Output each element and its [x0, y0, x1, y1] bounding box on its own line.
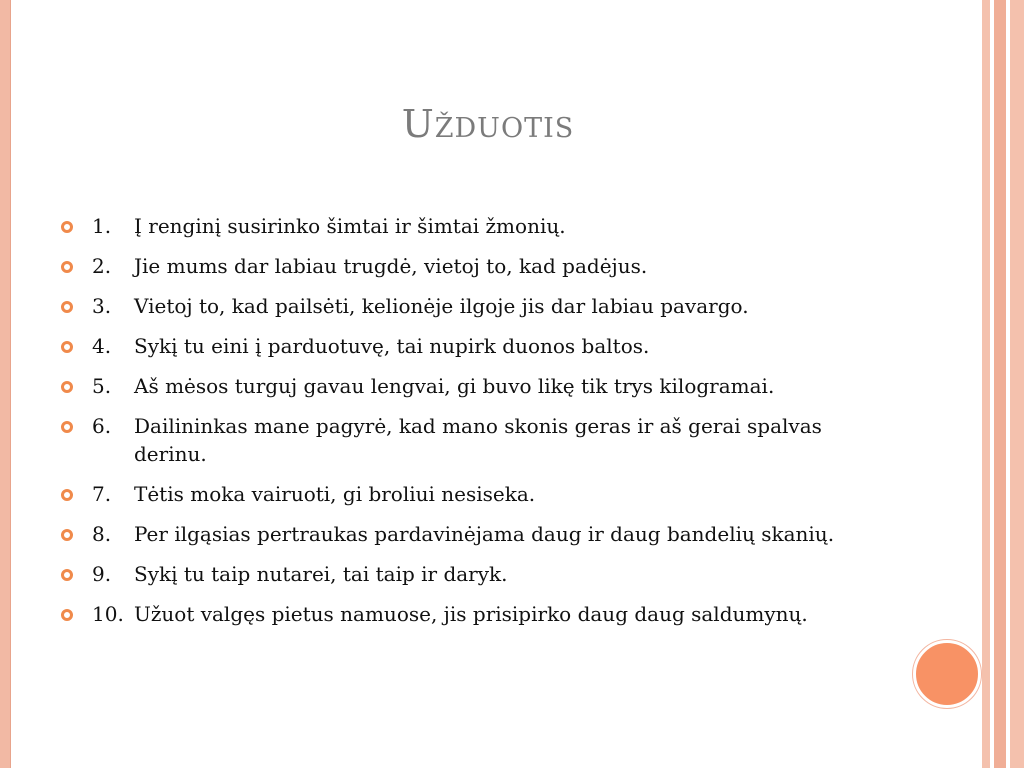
bullet-icon: [60, 220, 74, 234]
list-item: [60, 332, 970, 360]
item-text: Per ilgąsias pertraukas pardavinėjama daug ir daug bandelių skanių.: [134, 522, 835, 546]
item-text: Tėtis moka vairuoti, gi broliui nesiseka.: [134, 482, 536, 506]
right-border-decoration: [976, 0, 1024, 768]
item-text: Užuot valgęs pietus namuose, jis prisipirko daug daug saldumynų.: [134, 602, 808, 626]
slide-title: Užduotis: [401, 102, 575, 146]
item-number: 10.: [92, 602, 124, 626]
bullet-icon: [60, 300, 74, 314]
bullet-icon: [60, 420, 74, 434]
list-item: [60, 412, 970, 468]
list-item: [60, 560, 970, 588]
list-item: [60, 252, 970, 280]
list-item: [60, 372, 970, 400]
bullet-icon: [60, 608, 74, 622]
bullet-icon: [60, 528, 74, 542]
decorative-circle: [913, 640, 981, 708]
list-item: [60, 600, 970, 628]
item-number: 1.: [92, 214, 112, 238]
bullet-icon: [60, 380, 74, 394]
bullet-icon: [60, 340, 74, 354]
item-number: 8.: [92, 522, 112, 546]
list-item: [60, 520, 970, 548]
exercise-list: [60, 212, 970, 640]
bullet-icon: [60, 260, 74, 274]
item-number: 5.: [92, 374, 112, 398]
list-item: [60, 292, 970, 320]
item-number: 4.: [92, 334, 112, 358]
item-number: 7.: [92, 482, 112, 506]
item-text: Sykį tu taip nutarei, tai taip ir daryk.: [134, 562, 508, 586]
item-number: 3.: [92, 294, 112, 318]
item-text: Sykį tu eini į parduotuvę, tai nupirk duonos baltos.: [134, 334, 650, 358]
item-text: Aš mėsos turguj gavau lengvai, gi buvo likę tik trys kilogramai.: [134, 374, 775, 398]
list-item: [60, 480, 970, 508]
list-item: [60, 212, 970, 240]
item-text: Į renginį susirinko šimtai ir šimtai žmonių.: [134, 214, 566, 238]
item-number: 9.: [92, 562, 112, 586]
item-number: 6.: [92, 414, 112, 438]
item-text: Vietoj to, kad pailsėti, kelionėje ilgoje jis dar labiau pavargo.: [134, 294, 749, 318]
item-text: Dailininkas mane pagyrė, kad mano skonis geras ir aš gerai spalvas derinu.: [134, 414, 822, 466]
item-text: Jie mums dar labiau trugdė, vietoj to, kad padėjus.: [134, 254, 648, 278]
bullet-icon: [60, 568, 74, 582]
item-number: 2.: [92, 254, 112, 278]
bullet-icon: [60, 488, 74, 502]
